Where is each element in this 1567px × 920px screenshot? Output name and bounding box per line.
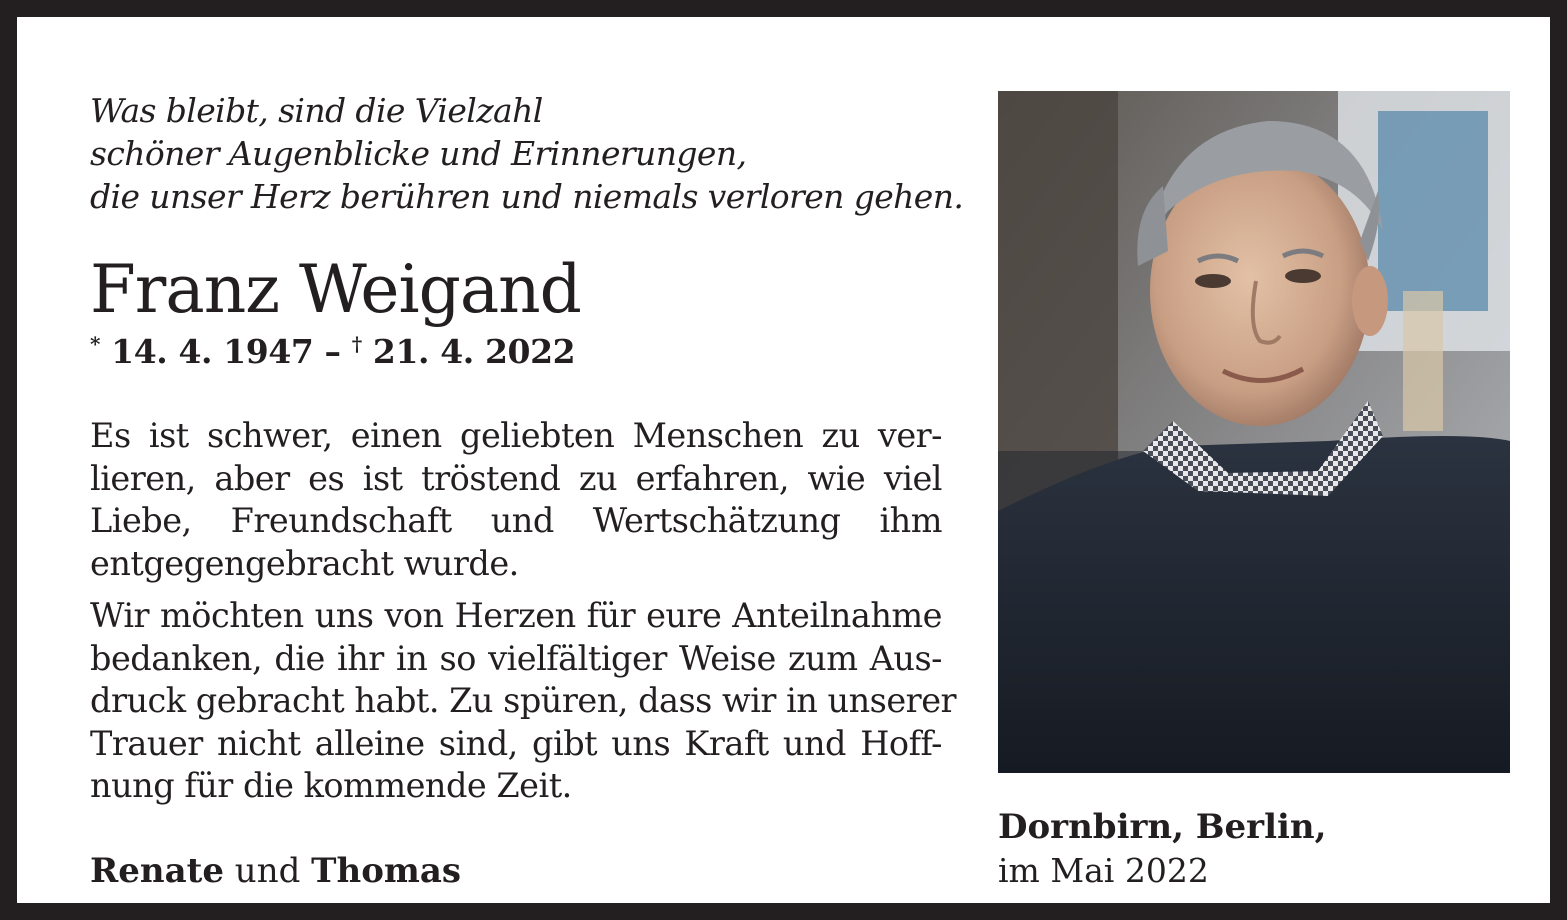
birth-symbol: *	[90, 332, 101, 356]
paragraph-line: bedanken, die ihr in so vielfältiger Weise zum Aus-	[90, 638, 942, 678]
paragraph-line: druck gebracht habt. Zu spüren, dass wir in unserer	[90, 681, 957, 720]
signature	[90, 850, 461, 892]
paragraph-line: entgegengebracht wurde.	[90, 543, 519, 583]
death-date: 21. 4. 2022	[372, 332, 576, 371]
paragraph-line: lieren, aber es ist tröstend zu erfahren, wie viel	[90, 458, 942, 498]
memorial-quote	[90, 89, 963, 218]
place-line: Dornbirn, Berlin,	[998, 807, 1327, 847]
paragraph-line: nung für die kommende Zeit.	[90, 766, 572, 805]
paragraph-line: Wir möchten uns von Herzen für eure Anteilnahme	[90, 596, 942, 635]
paragraph-line: Liebe, Freundschaft und Wertschätzung ihm	[90, 501, 942, 540]
signature-name-1: Renate	[90, 851, 224, 891]
quote-line: schöner Augenblicke und Erinnerungen,	[90, 134, 747, 173]
portrait-photo	[998, 91, 1510, 773]
gratitude-paragraph-2	[90, 595, 957, 808]
paragraph-line: Trauer nicht alleine sind, gibt uns Kraft und Hoff-	[90, 723, 942, 763]
gratitude-paragraph-1	[90, 415, 942, 585]
signature-name-2: Thomas	[311, 851, 462, 891]
deceased-name: Franz Weigand	[90, 251, 581, 328]
signature-conjunction: und	[234, 851, 301, 891]
quote-line: Was bleibt, sind die Vielzahl	[90, 91, 543, 130]
life-dates	[90, 331, 575, 373]
quote-line: die unser Herz berühren und niemals verloren gehen.	[90, 177, 964, 216]
paragraph-line: Es ist schwer, einen geliebten Menschen zu ver-	[90, 416, 942, 455]
birth-date: 14. 4. 1947	[111, 332, 314, 371]
date-line: im Mai 2022	[998, 851, 1209, 890]
date-separator: –	[324, 332, 341, 371]
death-symbol: †	[351, 332, 362, 356]
